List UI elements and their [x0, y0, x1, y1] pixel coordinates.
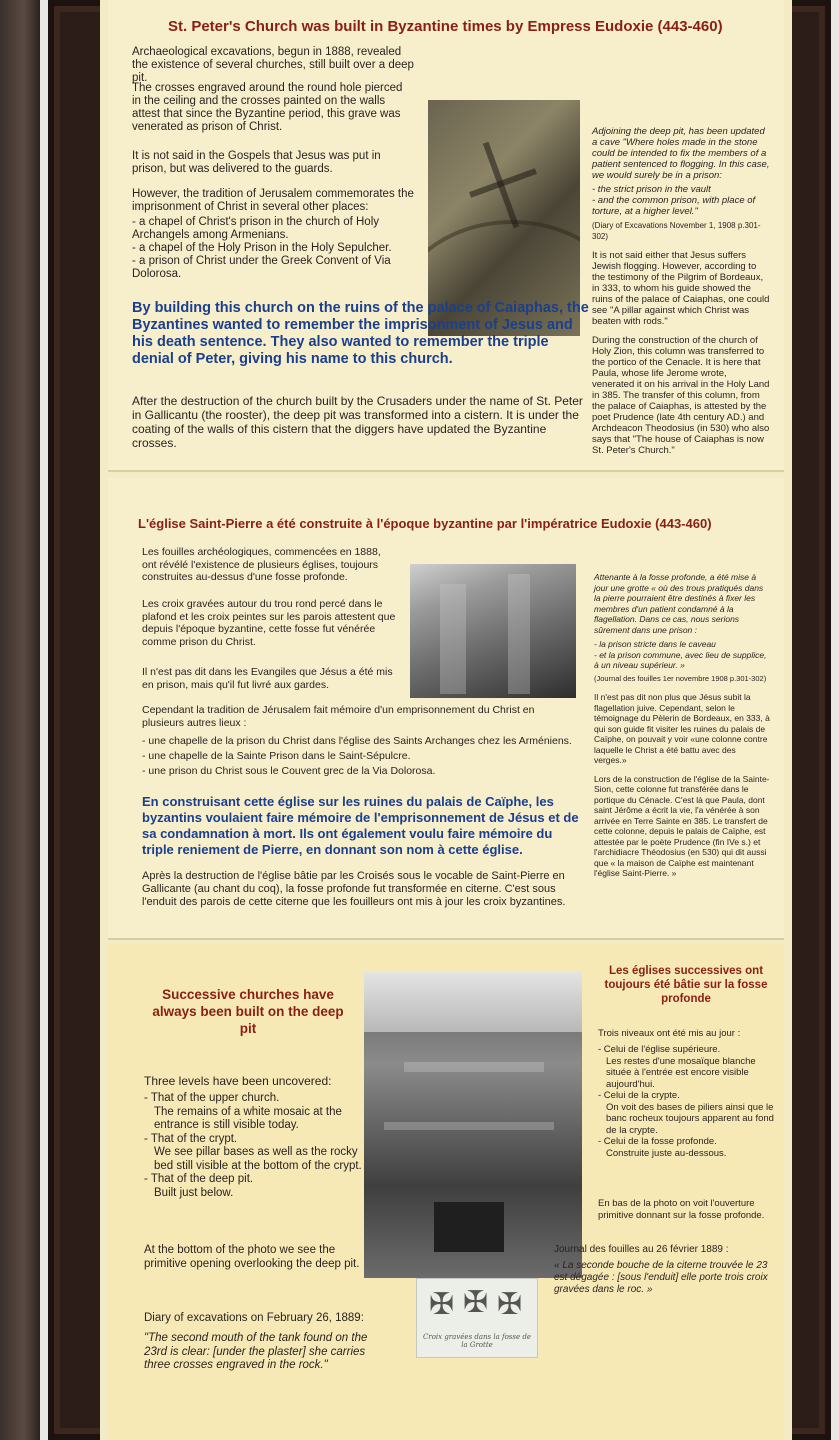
panel-en-title: St. Peter's Church was built in Byzantine times by Empress Eudoxie (443-460)	[168, 18, 723, 35]
list-item: Built just below.	[154, 1186, 234, 1199]
panel-fr-right-column	[594, 572, 770, 879]
list-item: - Celui de la crypte.	[598, 1090, 680, 1101]
list-item: - une chapelle de la Sainte Prison dans le Saint-Sépulcre.	[142, 750, 411, 762]
list-item: Construite juste au-dessous.	[606, 1147, 727, 1159]
cross-icon: ✠	[429, 1287, 455, 1322]
right-zion: During the construction of the church of Holy Zion, this column was transferred to the portico of the Cenacle. It is here that Paula, whose life Jerome wrote, venerated it on his arrival in the Holy Land in 385. The transfer of this column, from the palace of Caiaphas, is attested by the poet Prudence (late 4th century AD.) and Archdeacon Theodosius (in 530) who also says that "The house of Caiaphas is now St. Peter's Church."	[592, 335, 770, 456]
diary-fr-title: Journal des fouilles au 26 février 1889 :	[554, 1244, 729, 1255]
sketch-caption: Croix gravées dans la fosse de la Grotte	[423, 1333, 531, 1349]
panel-bottom	[108, 944, 784, 1440]
list-item: - et la prison commune, avec lieu de supplice, à un niveau supérieur. »	[594, 649, 767, 670]
list-item: - the strict prison in the vault	[592, 184, 711, 195]
levels-list-fr	[598, 1044, 774, 1159]
list-item: - une chapelle de la prison du Christ dans l'église des Saints Archanges chez les Arméniens.	[142, 735, 572, 747]
panel-fr-after: Après la destruction de l'église bâtie par les Croisés sous le vocable de Saint-Pierre en Gallicante (au chant du coq), la fosse profonde fut transformée en citerne. C'est sous l'enduit des parois de cette citerne que les fouilleurs ont mis à jour les croix byzantines.	[142, 870, 566, 908]
panel-en-right-column	[592, 126, 770, 456]
levels-intro-en: Three levels have been uncovered:	[144, 1074, 332, 1088]
panel-fr-gospels: Il n'est pas dit dans les Evangiles que Jésus a été mis en prison, mais qu'il fut livré aux gardes.	[142, 666, 393, 691]
panel-en-tradition: However, the tradition of Jerusalem commemorates the imprisonment of Christ in several other places:	[132, 188, 414, 213]
right-intro: Attenante à la fosse profonde, a été mise à jour une grotte « où des trous pratiqués dans la pierre pourraient être destinés à fixer les membres d'un patient condamné à la flagellation. Dans ce cas, nous serions sûrement dans une prison :	[594, 572, 764, 635]
list-item: We see pillar bases as well as the rocky bed still visible at the bottom of the crypt.	[154, 1146, 362, 1172]
panel-english	[108, 0, 784, 472]
right-flogging: It is not said either that Jesus suffers Jewish flogging. However, according to the testimony of the Pilgrim of Bordeaux, in 333, to whom his guide showed the ruins of the palace of Caiaphas, one could see "A pillar against which Christ was beaten with rods."	[592, 250, 770, 327]
photo-note-en: At the bottom of the photo we see the primitive opening overlooking the deep pit.	[144, 1244, 360, 1270]
panel-en-crosses: The crosses engraved around the round hole pierced in the ceiling and the crosses painted on the walls attest that since the Byzantine period, this grave was venerated as prison of Christ.	[132, 82, 403, 133]
list-item: On voit des bases de piliers ainsi que le banc rocheux toujours apparent au fond de la crypte.	[606, 1101, 774, 1136]
panel-en-highlight: By building this church on the ruins of the palace of Caiaphas, the Byzantines wanted to remember the imprisonment of Jesus and his death sentence. They also wanted to remember the triple denial of Peter, giving his name to this church.	[132, 300, 589, 367]
panel-fr-tradition: Cependant la tradition de Jérusalem fait mémoire d'un emprisonnement du Christ en plusieurs autres lieux :	[142, 704, 535, 729]
list-item: - a prison of Christ under the Greek Convent of Via Dolorosa.	[132, 255, 391, 280]
diary-en-title: Diary of excavations on February 26, 1889:	[144, 1312, 364, 1324]
list-item: The remains of a white mosaic at the entrance is still visible today.	[154, 1105, 342, 1131]
crosses-sketch	[416, 1278, 538, 1358]
list-item: - That of the deep pit.	[144, 1173, 254, 1185]
cross-icon: ✠	[463, 1285, 489, 1320]
cave-photo	[410, 564, 576, 698]
right-zion: Lors de la construction de l'église de la Sainte-Sion, cette colonne fut transférée dans le portique du Cénacle. C'est là que Paula, dont saint Jérôme a écrit la vie, l'a vénérée à son arrivée en Terre Sainte en 385. Le transfert de cette colonne, depuis le palais de Caïphe, est attestée par le poète Prudence (fin IVe s.) et l'archidiacre Théodosius (en 530) qui dit aussi que « la maison de Caïphe est maintenant l'église Saint-Pierre. »	[594, 773, 770, 878]
panel-fr-places	[142, 734, 582, 779]
list-item: - a chapel of the Holy Prison in the Holy Sepulcher.	[132, 242, 392, 254]
panel-french	[108, 478, 784, 940]
levels-list-en	[144, 1092, 364, 1200]
right-flogging: Il n'est pas dit non plus que Jésus subit la flagellation juive. Cependant, selon le témoignage du Pèlerin de Bordeaux, en 333, à qui son guide fit visiter les ruines du palais de Caïphe, on pouvait y voir «une colonne contre laquelle le Christ a été battu avec des verges.»	[594, 692, 770, 765]
list-item: - That of the upper church.	[144, 1092, 280, 1104]
cross-icon: ✠	[497, 1287, 523, 1322]
panel-fr-title: L'église Saint-Pierre a été construite à l'époque byzantine par l'impératrice Eudoxie (443-460)	[138, 516, 712, 531]
list-item: Les restes d'une mosaïque blanche située à l'entrée est encore visible aujourd'hui.	[606, 1055, 756, 1090]
wall	[0, 0, 40, 1440]
right-source: (Diary of Excavations November 1, 1908 p.301-302)	[592, 221, 761, 241]
list-item: - and the common prison, with place of torture, at a higher level."	[592, 195, 756, 217]
panel-fr-intro: Les fouilles archéologiques, commencées en 1888, ont révélé l'existence de plusieurs églises, toujours construites au-dessus d'une fosse profonde.	[142, 546, 381, 583]
panel-en-intro: Archaeological excavations, begun in 1888, revealed the existence of several churches, still built over a deep pit.	[132, 46, 414, 84]
bottom-title-en: Successive churches have always been built on the deep pit	[152, 987, 344, 1036]
right-source: (Journal des fouilles 1er novembre 1908 p.301-302)	[594, 673, 767, 683]
levels-intro-fr: Trois niveaux ont été mis au jour :	[598, 1028, 741, 1039]
panel-fr-highlight: En construisant cette église sur les ruines du palais de Caïphe, les byzantins voulaient faire mémoire de l'emprisonnement de Jésus et de sa condamnation à mort. Ils ont également voulu faire mémoire du triple reniement de Pierre, en donnant son nom à cette église.	[142, 794, 579, 857]
bottom-title-fr: Les églises successives ont toujours été bâtie sur la fosse profonde	[604, 965, 768, 1005]
info-poster	[100, 0, 792, 1440]
list-item: - Celui de la fosse profonde.	[598, 1136, 717, 1147]
panel-en-gospels: It is not said in the Gospels that Jesus was put in prison, but was delivered to the guards.	[132, 150, 381, 175]
diary-en-quote: "The second mouth of the tank found on the 23rd is clear: [under the plaster] she carries three crosses engraved in the rock."	[144, 1332, 368, 1371]
list-item: - That of the crypt.	[144, 1132, 238, 1145]
list-item: - la prison stricte dans le caveau	[594, 639, 716, 649]
list-item: - Celui de l'église supérieure.	[598, 1044, 721, 1055]
excavation-photo	[364, 972, 582, 1278]
panel-en-places	[132, 216, 414, 281]
panel-fr-crosses: Les croix gravées autour du trou rond percé dans le plafond et les croix peintes sur les parois attestent que depuis l'époque byzantine, cette fosse fut vénérée comme prison du Christ.	[142, 598, 396, 648]
panel-en-after: After the destruction of the church built by the Crusaders under the name of St. Peter in Gallicantu (the rooster), the deep pit was transformed into a cistern. It is under the coating of the walls of this cistern that the diggers have updated the Byzantine crosses.	[132, 394, 583, 450]
diary-fr-quote: « La seconde bouche de la citerne trouvée le 23 est dégagée : [sous l'enduit] elle porte trois croix gravées dans le roc. »	[554, 1260, 768, 1295]
photo-note-fr: En bas de la photo on voit l'ouverture primitive donnant sur la fosse profonde.	[598, 1198, 765, 1221]
list-item: - une prison du Christ sous le Couvent grec de la Via Dolorosa.	[142, 765, 436, 777]
list-item: - a chapel of Christ's prison in the church of Holy Archangels among Armenians.	[132, 216, 380, 241]
right-intro: Adjoining the deep pit, has been updated a cave "Where holes made in the stone could be intended to fix the members of a patient sentenced to flogging. In this case, we would surely be in a prison:	[592, 126, 770, 181]
